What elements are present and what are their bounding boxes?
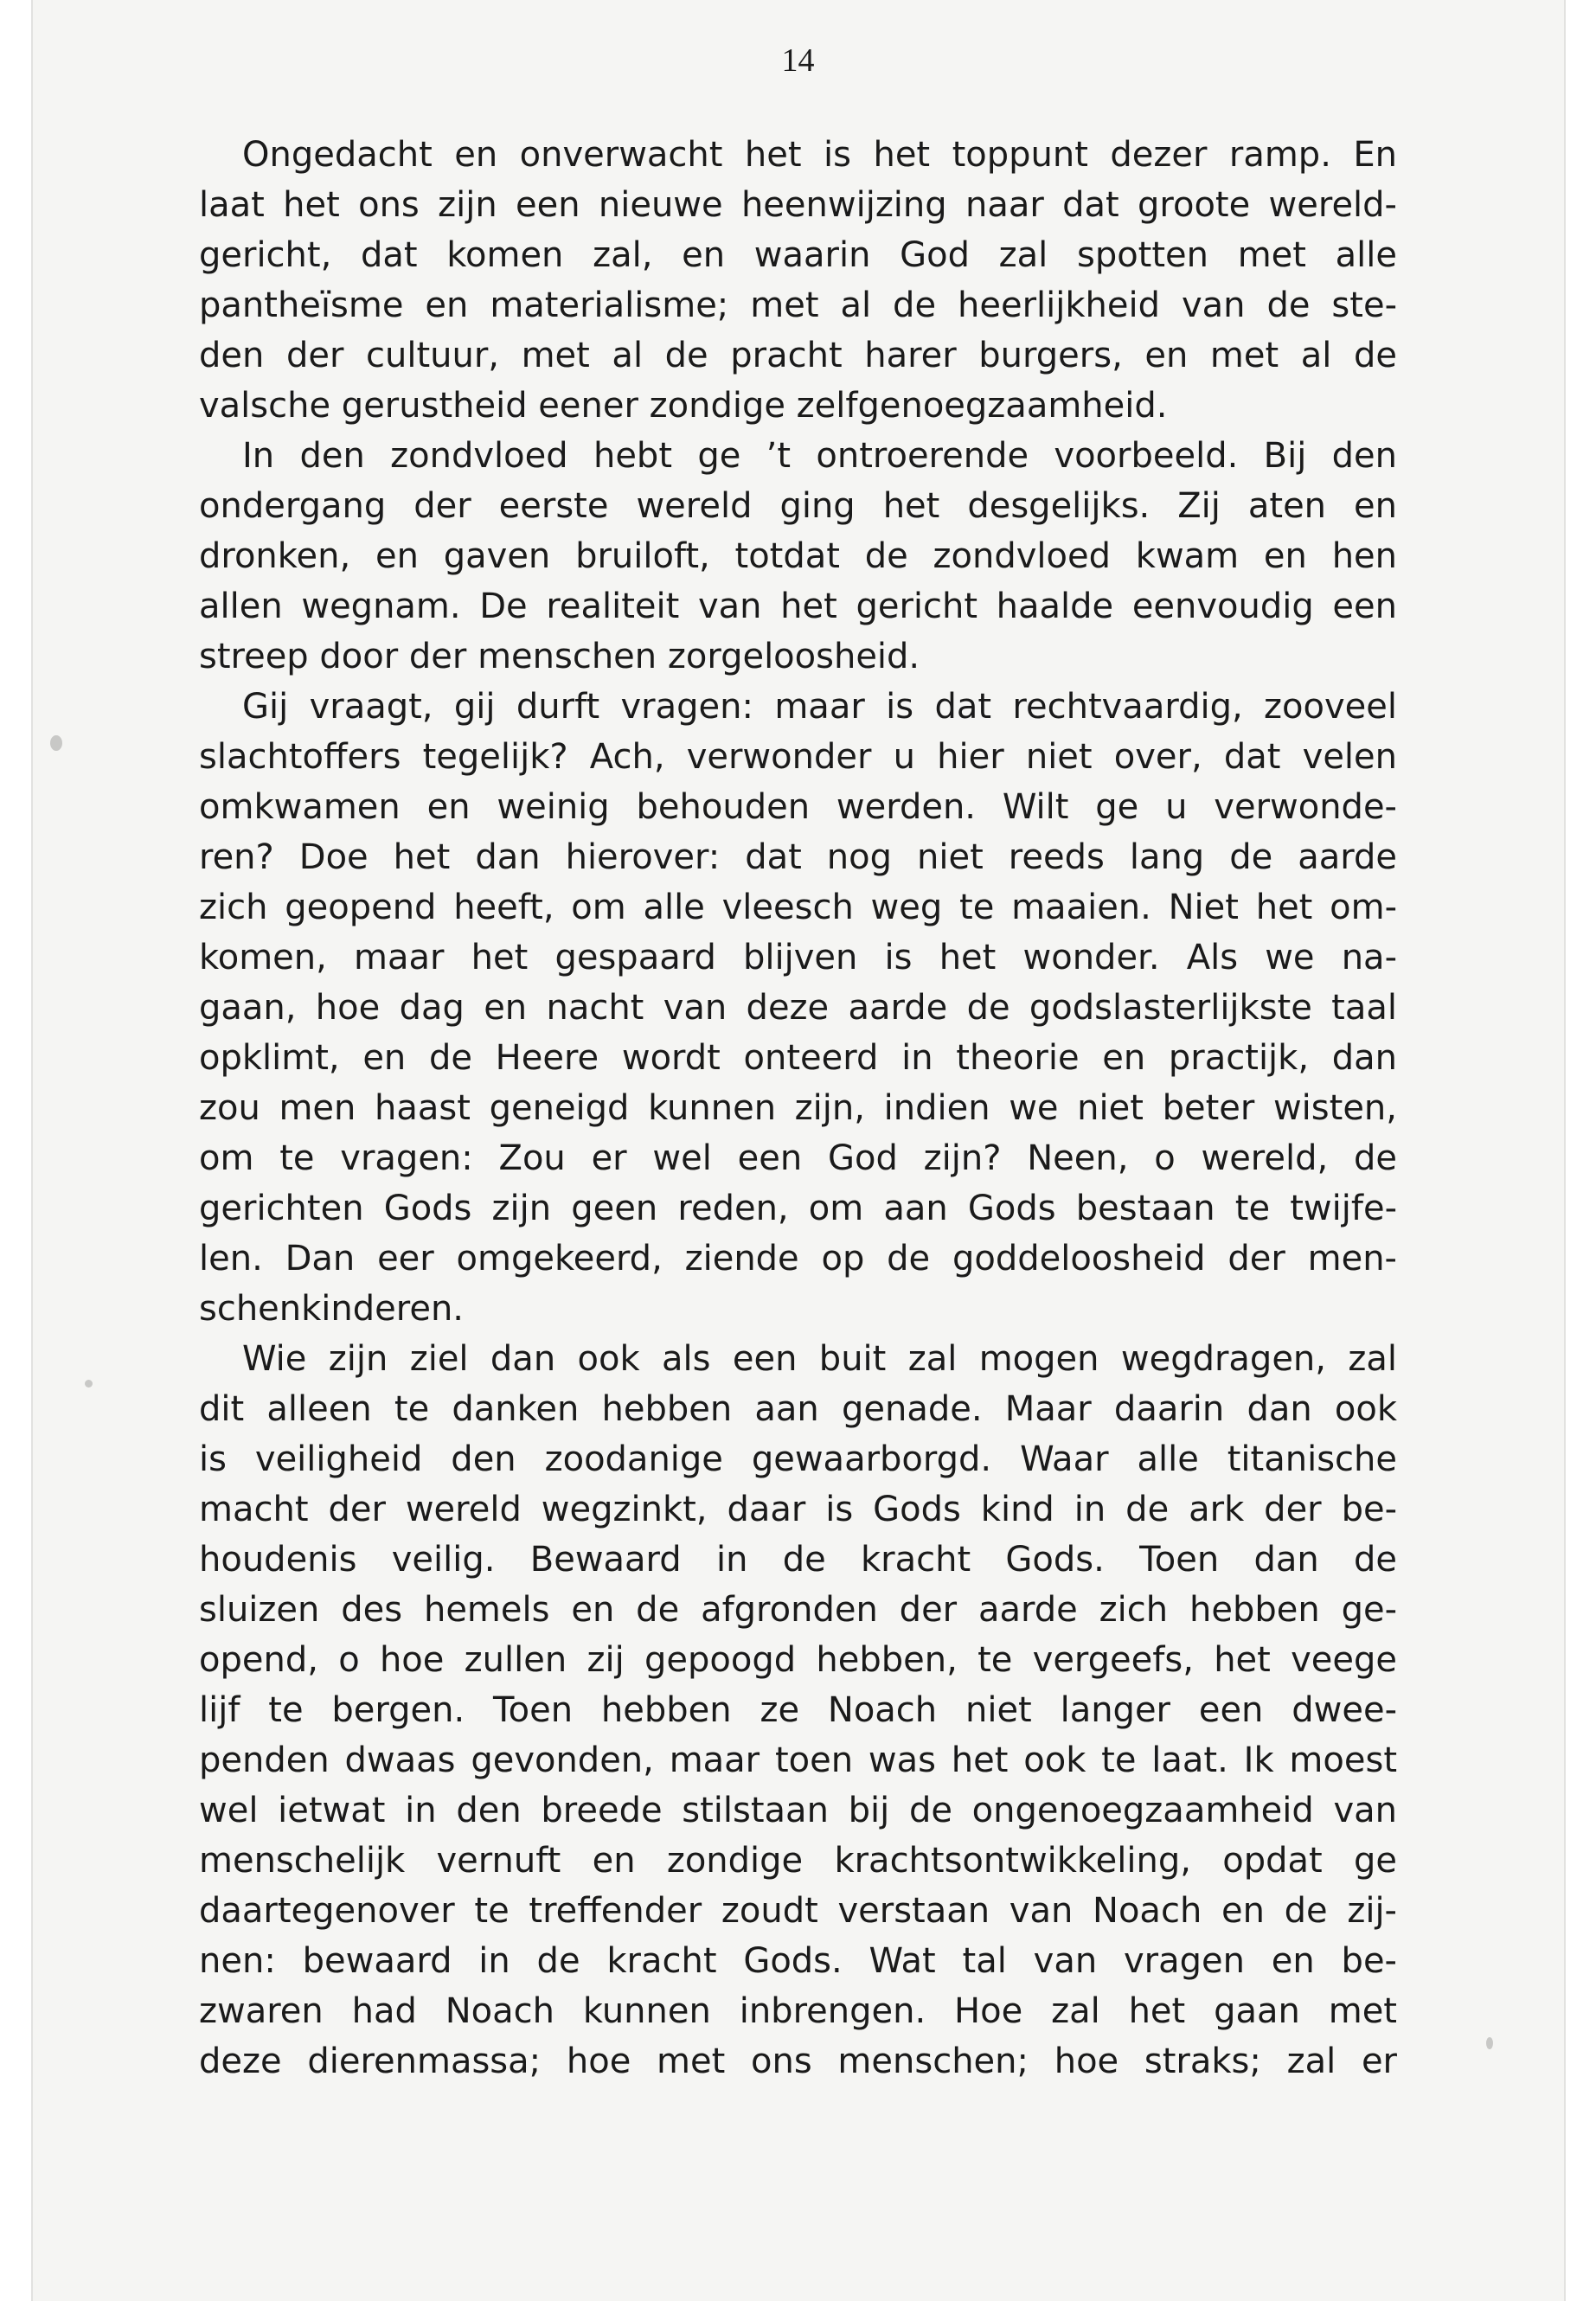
scan-speck <box>1486 2037 1493 2049</box>
text-line: macht der wereld wegzinkt, daar is Gods kind in de ark der be- <box>199 1490 1397 1529</box>
text-line: opklimt, en de Heere wordt onteerd in theorie en practijk, dan <box>199 1038 1397 1078</box>
text-line: zou men haast geneigd kunnen zijn, indien we niet beter wisten, <box>199 1088 1397 1128</box>
text-line: penden dwaas gevonden, maar toen was het ook te laat. Ik moest <box>199 1740 1397 1780</box>
text-line: pantheïsme en materialisme; met al de heerlijkheid van de ste- <box>199 285 1397 325</box>
paragraph-3 <box>199 682 1397 1334</box>
paragraph-4 <box>199 1334 1397 2086</box>
text-line: lijf te bergen. Toen hebben ze Noach niet langer een dwee- <box>199 1690 1397 1730</box>
text-line: den der cultuur, met al de pracht harer burgers, en met al de <box>199 336 1397 375</box>
text-line: len. Dan eer omgekeerd, ziende op de goddeloosheid der men- <box>199 1239 1397 1279</box>
text-line: laat het ons zijn een nieuwe heenwijzing naar dat groote wereld- <box>199 185 1397 225</box>
text-line: Ongedacht en onverwacht het is het toppunt dezer ramp. En <box>242 135 1397 175</box>
page-number: 14 <box>781 42 815 79</box>
scan-speck <box>85 1380 93 1388</box>
text-line: In den zondvloed hebt ge ’t ontroerende voorbeeld. Bij den <box>242 436 1397 476</box>
text-line: gericht, dat komen zal, en waarin God zal spotten met alle <box>199 235 1397 275</box>
text-line: is veiligheid den zoodanige gewaarborgd. Waar alle titanische <box>199 1439 1397 1479</box>
text-line: menschelijk vernuft en zondige krachtsontwikkeling, opdat ge <box>199 1841 1397 1881</box>
body-text <box>199 130 1397 2086</box>
text-line: gerichten Gods zijn geen reden, om aan Gods bestaan te twijfe- <box>199 1189 1397 1228</box>
text-line: om te vragen: Zou er wel een God zijn? Neen, o wereld, de <box>199 1138 1397 1178</box>
text-line: nen: bewaard in de kracht Gods. Wat tal van vragen en be- <box>199 1941 1397 1981</box>
text-line: dit alleen te danken hebben aan genade. Maar daarin dan ook <box>199 1389 1397 1429</box>
text-line: Gij vraagt, gij durft vragen: maar is dat rechtvaardig, zooveel <box>242 687 1397 727</box>
text-line: opend, o hoe zullen zij gepoogd hebben, te vergeefs, het veege <box>199 1640 1397 1680</box>
text-line: sluizen des hemels en de afgronden der aarde zich hebben ge- <box>199 1590 1397 1630</box>
text-line: valsche gerustheid eener zondige zelfgenoegzaamheid. <box>199 386 1168 426</box>
text-line: zwaren had Noach kunnen inbrengen. Hoe zal het gaan met <box>199 1991 1397 2031</box>
paragraph-1 <box>199 130 1397 431</box>
text-line: omkwamen en weinig behouden werden. Wilt ge u verwonde- <box>199 787 1397 827</box>
text-line: slachtoffers tegelijk? Ach, verwonder u hier niet over, dat velen <box>199 737 1397 777</box>
text-line: daartegenover te treffender zoudt verstaan van Noach en de zij- <box>199 1891 1397 1931</box>
text-line: deze dierenmassa; hoe met ons menschen; hoe straks; zal er <box>199 2041 1397 2081</box>
text-line: ren? Doe het dan hierover: dat nog niet reeds lang de aarde <box>199 837 1397 877</box>
text-line: schenkinderen. <box>199 1289 465 1329</box>
text-line: Wie zijn ziel dan ook als een buit zal mogen wegdragen, zal <box>242 1339 1397 1379</box>
scan-speck <box>50 735 62 751</box>
text-line: gaan, hoe dag en nacht van deze aarde de godslasterlijkste taal <box>199 988 1397 1028</box>
text-line: allen wegnam. De realiteit van het gericht haalde eenvoudig een <box>199 586 1397 626</box>
paragraph-2 <box>199 431 1397 682</box>
text-line: dronken, en gaven bruiloft, totdat de zondvloed kwam en hen <box>199 536 1397 576</box>
text-line: wel ietwat in den breede stilstaan bij de ongenoegzaamheid van <box>199 1791 1397 1830</box>
text-line: ondergang der eerste wereld ging het desgelijks. Zij aten en <box>199 486 1397 526</box>
text-line: zich geopend heeft, om alle vleesch weg te maaien. Niet het om- <box>199 888 1397 927</box>
text-line: komen, maar het gespaard blijven is het wonder. Als we na- <box>199 938 1397 977</box>
text-line: houdenis veilig. Bewaard in de kracht Gods. Toen dan de <box>199 1540 1397 1580</box>
text-line: streep door der menschen zorgeloosheid. <box>199 637 920 676</box>
